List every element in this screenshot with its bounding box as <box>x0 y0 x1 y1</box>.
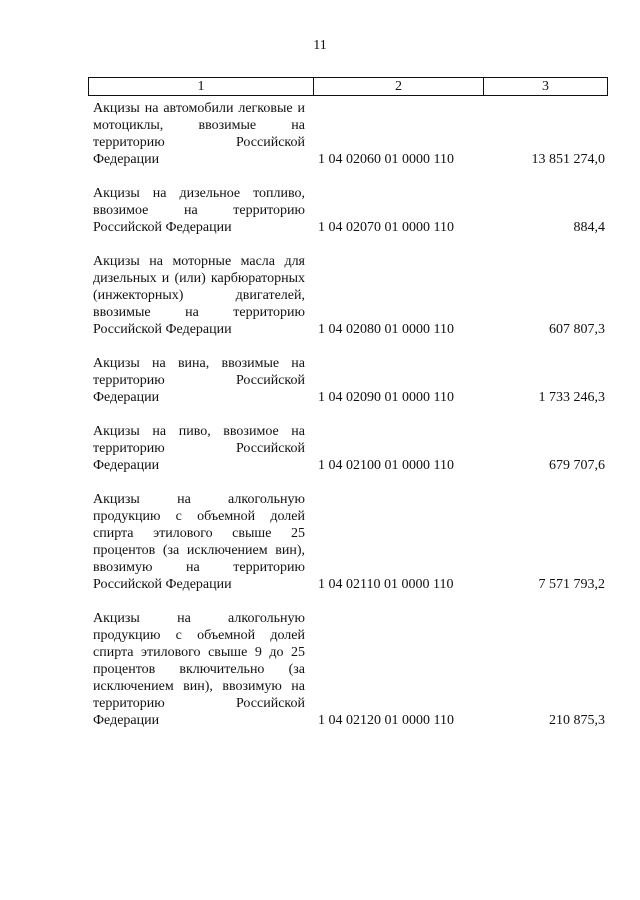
table-row <box>93 253 605 338</box>
row-amount: 13 851 274,0 <box>531 152 605 167</box>
header-col-2: 2 <box>313 78 483 95</box>
row-amount: 1 733 246,3 <box>538 390 605 405</box>
table-row <box>93 610 605 729</box>
row-description: Акцизы на пиво, ввозимое на территорию Российской Федерации <box>93 424 305 473</box>
table-row <box>93 423 605 474</box>
table-row <box>93 100 605 168</box>
row-amount: 679 707,6 <box>549 458 605 473</box>
row-code: 1 04 02070 01 0000 110 <box>318 220 454 235</box>
table-row <box>93 355 605 406</box>
row-description: Акцизы на дизельное топливо, ввозимое на территорию Российской Федерации <box>93 186 305 235</box>
row-code: 1 04 02110 01 0000 110 <box>318 577 454 592</box>
row-description: Акцизы на автомобили легковые и мотоциклы, ввозимые на территорию Российской Федерации <box>93 101 305 167</box>
row-amount: 210 875,3 <box>549 713 605 728</box>
row-code: 1 04 02080 01 0000 110 <box>318 322 454 337</box>
row-amount: 884,4 <box>573 220 605 235</box>
table-row <box>93 491 605 593</box>
row-code: 1 04 02090 01 0000 110 <box>318 390 454 405</box>
table-row <box>93 185 605 236</box>
row-code: 1 04 02060 01 0000 110 <box>318 152 454 167</box>
row-description: Акцизы на вина, ввозимые на территорию Российской Федерации <box>93 356 305 405</box>
table-body <box>93 100 605 729</box>
row-amount: 607 807,3 <box>549 322 605 337</box>
table-header <box>88 77 608 96</box>
page-number: 11 <box>313 38 327 53</box>
header-col-1: 1 <box>197 78 205 94</box>
row-description: Акцизы на алкогольную продукцию с объемной долей спирта этилового свыше 9 до 25 процентов включительно (за исключением вин), ввозимую на территорию Российской Федерации <box>93 611 305 728</box>
row-description: Акцизы на алкогольную продукцию с объемной долей спирта этилового свыше 25 процентов (за исключением вин), ввозимую на территорию Российской Федерации <box>93 492 305 592</box>
row-description: Акцизы на моторные масла для дизельных и (или) карбюраторных (инжекторных) двигателей, ввозимые на территорию Российской Федерации <box>93 254 305 337</box>
row-amount: 7 571 793,2 <box>538 577 605 592</box>
row-code: 1 04 02100 01 0000 110 <box>318 458 454 473</box>
header-col-3: 3 <box>483 78 607 95</box>
row-code: 1 04 02120 01 0000 110 <box>318 713 454 728</box>
